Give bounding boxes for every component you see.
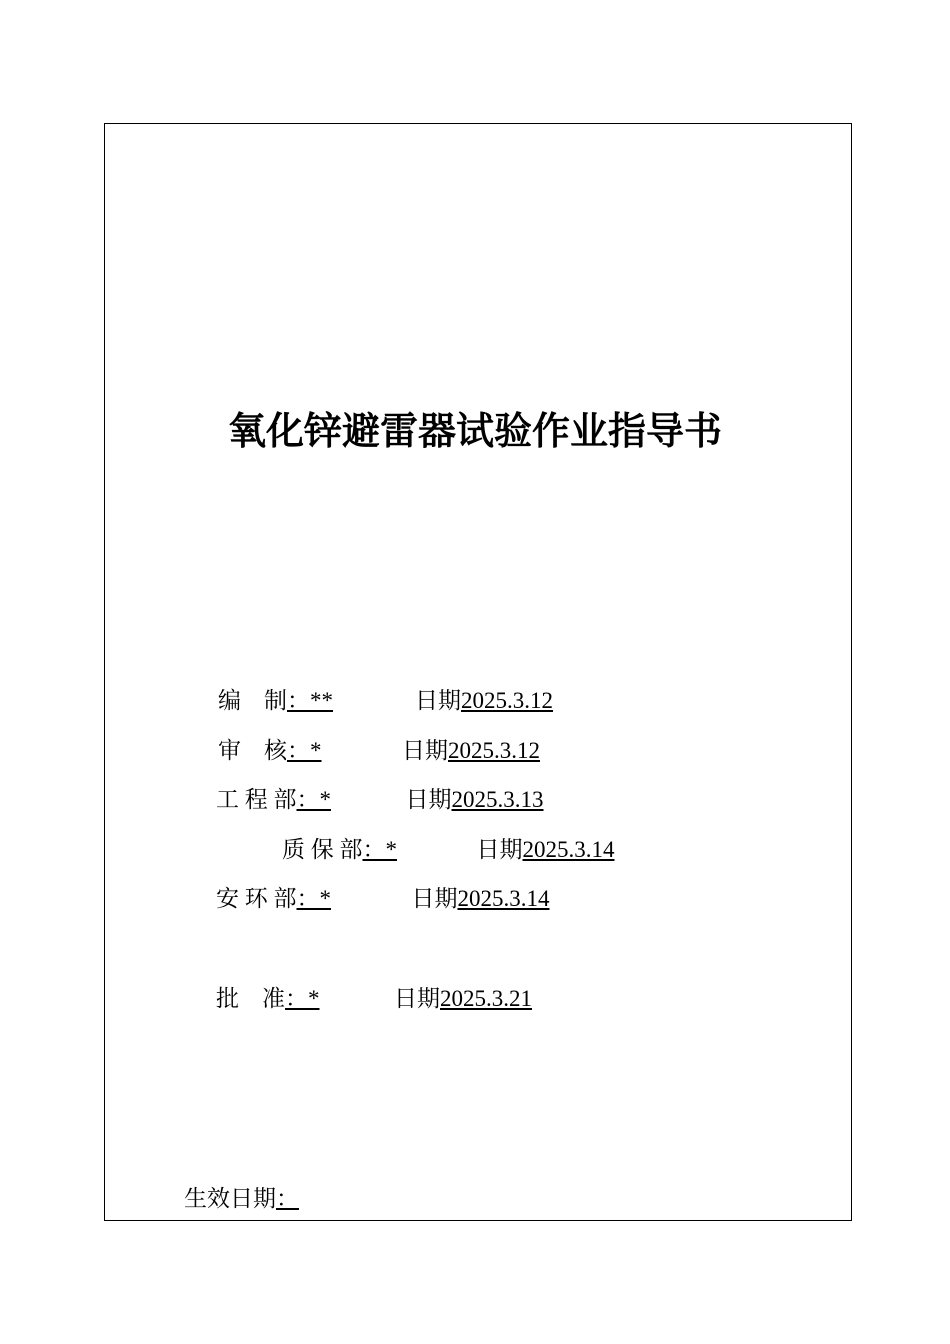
date-value: 2025.3.14 [457,886,550,911]
date-value: 2025.3.12 [461,688,553,713]
date-label: 日期 [394,986,440,1011]
signer-field: ：* [296,787,331,812]
signer-field: ：** [287,688,333,713]
role-label: 审 核 [218,738,287,763]
effective-date-row [184,1184,436,1214]
date-label: 日期 [405,787,452,812]
signer-field: ：* [285,986,320,1011]
role-label: 质 保 部 [282,837,363,862]
role-label: 安 环 部 [216,886,297,911]
effective-date-label: 生效日期 [184,1186,276,1211]
signer-field: ：* [362,837,397,862]
date-label: 日期 [476,837,523,862]
signature-row-engineering [216,785,618,815]
signature-row-safety [216,884,624,914]
date-value: 2025.3.13 [451,787,544,812]
document-title: 氧化锌避雷器试验作业指导书 [227,409,722,453]
signer-field: ：* [296,886,331,911]
effective-date-field: ： [276,1186,299,1211]
document-border [104,123,852,1221]
date-label: 日期 [402,738,448,763]
signature-row-quality [282,835,686,865]
role-label: 编 制 [218,688,287,713]
date-value: 2025.3.14 [522,837,615,862]
role-label: 批 准 [216,986,285,1011]
date-value: 2025.3.21 [440,986,532,1011]
signature-row-approve [216,984,606,1014]
signature-row-review [218,736,614,766]
date-value: 2025.3.12 [448,738,540,763]
signature-row-compile [218,686,627,716]
date-label: 日期 [415,688,461,713]
date-label: 日期 [411,886,458,911]
signer-field: ：* [287,738,322,763]
role-label: 工 程 部 [216,787,297,812]
